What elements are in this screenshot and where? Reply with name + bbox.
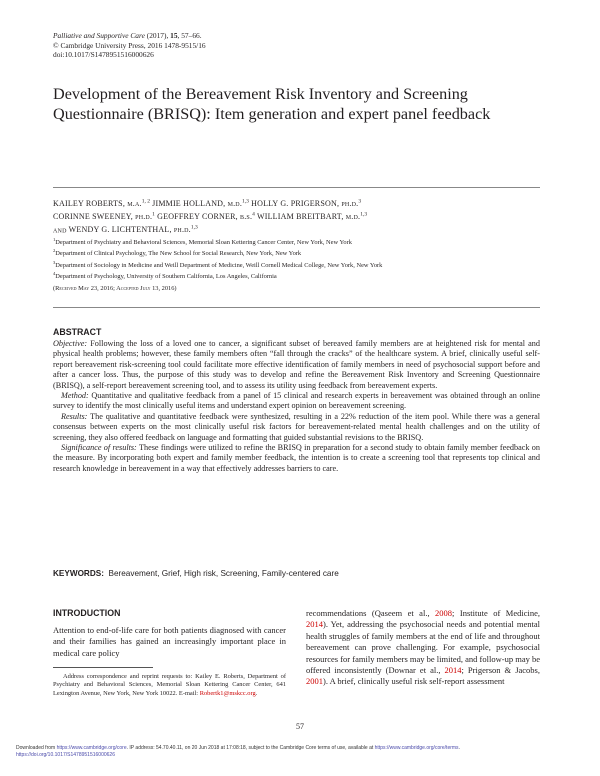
journal-citation — [53, 31, 353, 41]
introduction-left-column — [53, 625, 286, 659]
doi-link[interactable]: https://doi.org/10.1017/S1478951516000626 — [16, 752, 115, 759]
author: CORINNE SWEENEY, ph.d.$^1$ — [53, 211, 155, 221]
journal-volume: 15 — [170, 31, 178, 40]
citation-link[interactable]: 2014 — [306, 619, 323, 630]
citation-link[interactable]: 2001 — [306, 676, 323, 687]
abstract-method: Method: Quantitative and qualitative feedback from a panel of 15 clinical and research experts in bereavement was obtained through an online survey to identify the most clinically useful items and understand expert opinion on bereavement screening. — [53, 391, 540, 411]
abstract-divider — [53, 307, 540, 308]
keywords-label: KEYWORDS: — [53, 569, 104, 578]
author: WENDY G. LICHTENTHAL, ph.d.$^{1,3}$ — [68, 224, 198, 235]
keywords-list: Bereavement, Grief, High risk, Screening, Family-centered care — [108, 569, 339, 578]
page-number: 57 — [296, 722, 304, 731]
keywords — [53, 569, 540, 579]
abstract-body — [53, 339, 540, 474]
introduction-heading: INTRODUCTION — [53, 608, 121, 618]
affiliations — [53, 236, 493, 281]
abstract-heading: ABSTRACT — [53, 327, 102, 337]
authors-and: and — [53, 225, 67, 235]
author: JIMMIE HOLLAND, m.d.$^{1,3}$ — [152, 198, 249, 208]
footnote-divider — [53, 667, 153, 668]
title-divider — [53, 187, 540, 188]
download-notice: Downloaded from https://www.cambridge.org/core. IP address: 54.70.40.11, on 20 Jun 2018 at 17:08:18, subject to the Cambridge Core terms of use, available at https://www.cambridge.org/core/terms. https://doi.org/10.1017/S1478951516000626 — [16, 745, 460, 759]
author: WILLIAM BREITBART, m.d.$^{1,3}$ — [256, 211, 368, 221]
author: GEOFFREY CORNER, b.s.$^4$ — [157, 211, 255, 221]
journal-copyright: © Cambridge University Press, 2016 1478-9515/16 — [53, 40, 206, 50]
terms-link[interactable]: https://www.cambridge.org/core/terms — [374, 745, 459, 751]
author: HOLLY G. PRIGERSON, ph.d.$^3$ — [251, 198, 362, 208]
introduction-paragraph: Attention to end-of-life care for both patients diagnosed with cancer and their families has gained an increasingly important place in medical care policy — [53, 625, 286, 658]
affiliation: $^3$Department of Sociology in Medicine and Weill Department of Medicine, Weill Cornell Medical College, New York, New York — [53, 259, 383, 269]
abstract-objective: Objective: Following the loss of a loved one to cancer, a significant subset of bereaved family members are at heightened risk for mental and physical health problems; however, these family members often “fall through the cracks” of the healthcare system. A brief, clinically useful self-report bereavement risk-screening tool could facilitate more effective identification of family members in need of psychosocial support before and after a cancer loss. Thus, the purpose of this study was to develop and refine the Bereavement Risk Inventory and Screening Questionnaire (BRISQ), a self-report bereavement screening tool, and to assess its utility using feedback from bereavement experts. — [53, 339, 540, 390]
introduction-paragraph-continued: recommendations (Qaseem et al., 2008; Institute of Medicine, 2014). Yet, addressing the psychosocial needs and potential mental health struggles of family members at the end of life and throughout bereavement can prove challenging. For example, psychosocial resources for family members may be limited, and follow-up may be offered inconsistently (Downar et al., 2014; Prigerson & Jacobs, 2001). A brief, clinically useful risk self-report assessment — [306, 608, 540, 687]
journal-pages: , 57–66. — [177, 31, 202, 40]
affiliation: $^2$Department of Clinical Psychology, The New School for Social Research, New York, New York — [53, 248, 302, 258]
introduction-right-column — [306, 608, 540, 688]
received-dates: (Received May 23, 2016; Accepted July 13, 2016) — [53, 285, 177, 292]
citation-link[interactable]: 2008 — [435, 608, 453, 618]
journal-year: (2017), — [144, 31, 171, 40]
citation-link[interactable]: 2014 — [444, 665, 462, 676]
author: KAILEY ROBERTS, m.a.$^{1, 2}$ — [53, 198, 150, 208]
journal-doi: doi:10.1017/S1478951516000626 — [53, 50, 154, 60]
journal-name: Palliative and Supportive Care — [53, 31, 145, 40]
journal-header — [53, 31, 353, 60]
correspondence-footnote: Address correspondence and reprint requests to: Kailey E. Roberts, Department of Psychiatry and Behavioral Sciences, Memorial Sloan Kettering Cancer Center, 641 Lexington Avenue, New York, New York 10022. E-mail: Robertk1@mskcc.org. — [53, 673, 286, 697]
article-title: Development of the Bereavement Risk Inventory and Screening Questionnaire (BRISQ): Item generation and expert panel feedback — [53, 85, 491, 123]
email-link[interactable]: Robertk1@mskcc.org — [199, 689, 256, 697]
affiliation: $^1$Department of Psychiatry and Behavioral Sciences, Memorial Sloan Kettering Cancer Center, New York, New York — [53, 237, 352, 247]
affiliation: $^4$Department of Psychology, University of Southern California, Los Angeles, California — [53, 270, 277, 281]
abstract-significance: Significance of results: These findings were utilized to refine the BRISQ in preparation for a second study to obtain family member feedback on the measure. By incorporating both expert and family member feedback, the intention is to create a screening tool that represents top clinical and research knowledge in bereavement in a way that effectively addresses barriers to care. — [53, 443, 540, 473]
cambridge-core-link[interactable]: https://www.cambridge.org/core — [56, 745, 127, 751]
author-list — [53, 196, 540, 236]
abstract-results: Results: The qualitative and quantitative feedback were synthesized, resulting in a 22% reduction of the item pool. While there was a general consensus between experts on the most clinically useful risk factors for bereavement-related mental health challenges and on the utility of screening, they also offered feedback on language and formatting that guided substantial revisions to the BRISQ. — [53, 411, 540, 442]
